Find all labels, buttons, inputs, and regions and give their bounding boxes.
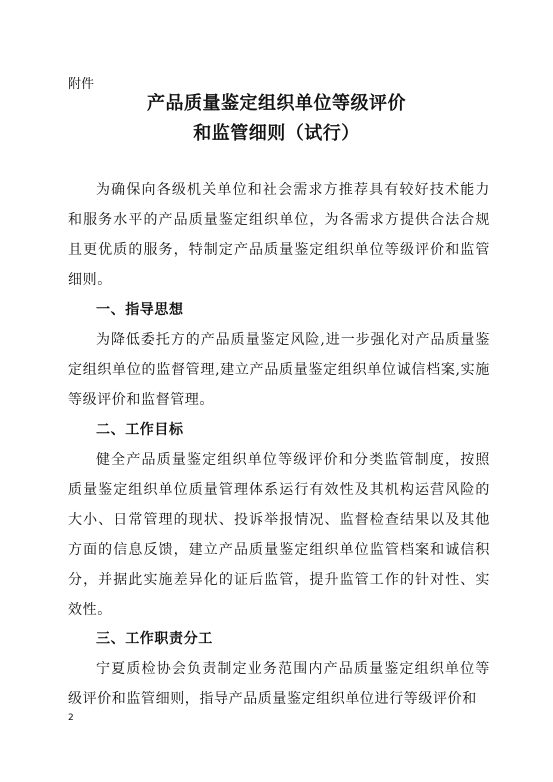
section-heading-1: 一、指导思想 bbox=[96, 302, 184, 318]
attachment-label: 附件 bbox=[68, 77, 95, 92]
section-paragraph-1: 为降低委托方的产品质量鉴定风险,进一步强化对产品质量鉴定组织单位的监督管理,建立产品质量鉴定组织单位诚信档案,实施等级评价和监督管理。 bbox=[68, 332, 490, 408]
section-heading-2: 二、工作目标 bbox=[96, 422, 184, 438]
section-heading-3: 三、工作职责分工 bbox=[96, 631, 213, 647]
document-title-line-1: 产品质量鉴定组织单位等级评价 bbox=[147, 93, 406, 114]
intro-paragraph: 为确保向各级机关单位和社会需求方推荐具有较好技术能力和服务水平的产品质量鉴定组织单位，为各需求方提供合法合规且更优质的服务，特制定产品质量鉴定组织单位等级评价和监管细则。 bbox=[68, 182, 490, 288]
page-number: 2 bbox=[68, 713, 74, 723]
document-title-line-2: 和监管细则（试行） bbox=[193, 123, 360, 144]
section-paragraph-2: 健全产品质量鉴定组织单位等级评价和分类监管制度，按照质量鉴定组织单位质量管理体系运行有效性及其机构运营风险的大小、日常管理的现状、投诉举报情况、监督检查结果以及其他方面的信息反馈，建立产品质量鉴定组织单位监管档案和诚信积分，并据此实施差异化的证后监管，提升监管工作的针对性、实效性。 bbox=[68, 452, 490, 618]
section-paragraph-3: 宁夏质检协会负责制定业务范围内产品质量鉴定组织单位等级评价和监管细则，指导产品质量鉴定组织单位进行等级评价和 bbox=[68, 661, 490, 707]
